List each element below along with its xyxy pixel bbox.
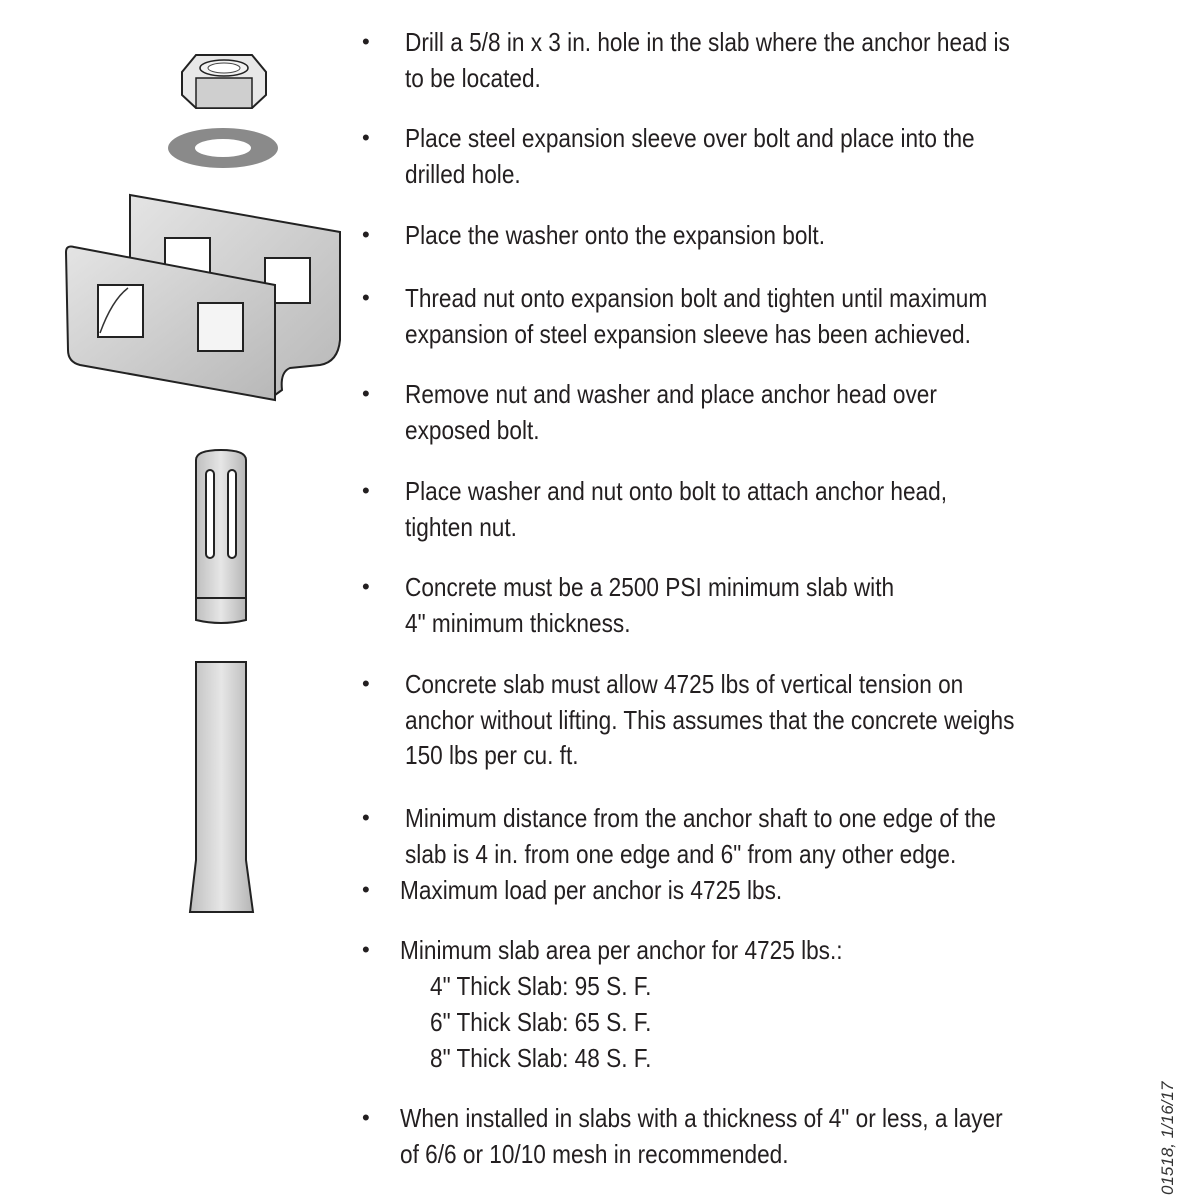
instruction-text: tighten nut. — [405, 512, 517, 542]
document-code: 01518, 1/16/17 — [1158, 1081, 1177, 1195]
bullet-icon: • — [362, 285, 370, 310]
instruction-text: to be located. — [405, 63, 541, 93]
instruction-text: drilled hole. — [405, 159, 521, 189]
instruction-text: slab is 4 in. from one edge and 6" from any other edge. — [405, 839, 957, 869]
instruction-text: expansion of steel expansion sleeve has been achieved. — [405, 319, 971, 349]
expansion-bolt-icon — [190, 662, 253, 912]
instruction-text: Remove nut and washer and place anchor head over — [405, 379, 937, 409]
bullet-icon: • — [362, 937, 370, 962]
bullet-icon: • — [362, 574, 370, 599]
instruction-text: anchor without lifting. This assumes that the concrete weighs — [405, 705, 1015, 735]
bullet-icon: • — [362, 381, 370, 406]
instruction-text: Place the washer onto the expansion bolt. — [405, 220, 826, 250]
instruction-text: Thread nut onto expansion bolt and tighten until maximum — [405, 283, 988, 313]
instruction-text: Drill a 5/8 in x 3 in. hole in the slab where the anchor head is — [405, 27, 1010, 57]
bullet-icon: • — [362, 805, 370, 830]
bullet-icon: • — [362, 29, 370, 54]
instruction-text: Minimum distance from the anchor shaft to one edge of the — [405, 803, 996, 833]
instruction-text: When installed in slabs with a thickness of 4" or less, a layer — [400, 1103, 1003, 1133]
expansion-sleeve-icon — [196, 450, 246, 623]
bullet-icon: • — [362, 478, 370, 503]
instruction-text: Minimum slab area per anchor for 4725 lbs.: — [400, 935, 843, 965]
bullet-icon: • — [362, 877, 370, 902]
instruction-text: 150 lbs per cu. ft. — [405, 740, 579, 770]
slab-area-row: 6" Thick Slab: 65 S. F. — [430, 1007, 652, 1037]
instruction-text: exposed bolt. — [405, 415, 540, 445]
bullet-icon: • — [362, 671, 370, 696]
hex-nut-icon — [182, 55, 266, 108]
anchor-parts-illustration — [0, 0, 360, 940]
instruction-text: Concrete slab must allow 4725 lbs of vertical tension on — [405, 669, 964, 699]
bullet-icon: • — [362, 222, 370, 247]
slab-area-row: 8" Thick Slab: 48 S. F. — [430, 1043, 652, 1073]
bullet-icon: • — [362, 1105, 370, 1130]
washer-icon — [168, 128, 278, 168]
instruction-text: Concrete must be a 2500 PSI minimum slab with — [405, 572, 895, 602]
instruction-text: 4" minimum thickness. — [405, 608, 631, 638]
instruction-text: Place steel expansion sleeve over bolt and place into the — [405, 123, 975, 153]
instruction-text: Maximum load per anchor is 4725 lbs. — [400, 875, 783, 905]
bullet-icon: • — [362, 125, 370, 150]
slab-area-row: 4" Thick Slab: 95 S. F. — [430, 971, 652, 1001]
anchor-head-clip-icon — [66, 195, 340, 400]
instruction-text: of 6/6 or 10/10 mesh in recommended. — [400, 1139, 789, 1169]
instruction-text: Place washer and nut onto bolt to attach anchor head, — [405, 476, 947, 506]
